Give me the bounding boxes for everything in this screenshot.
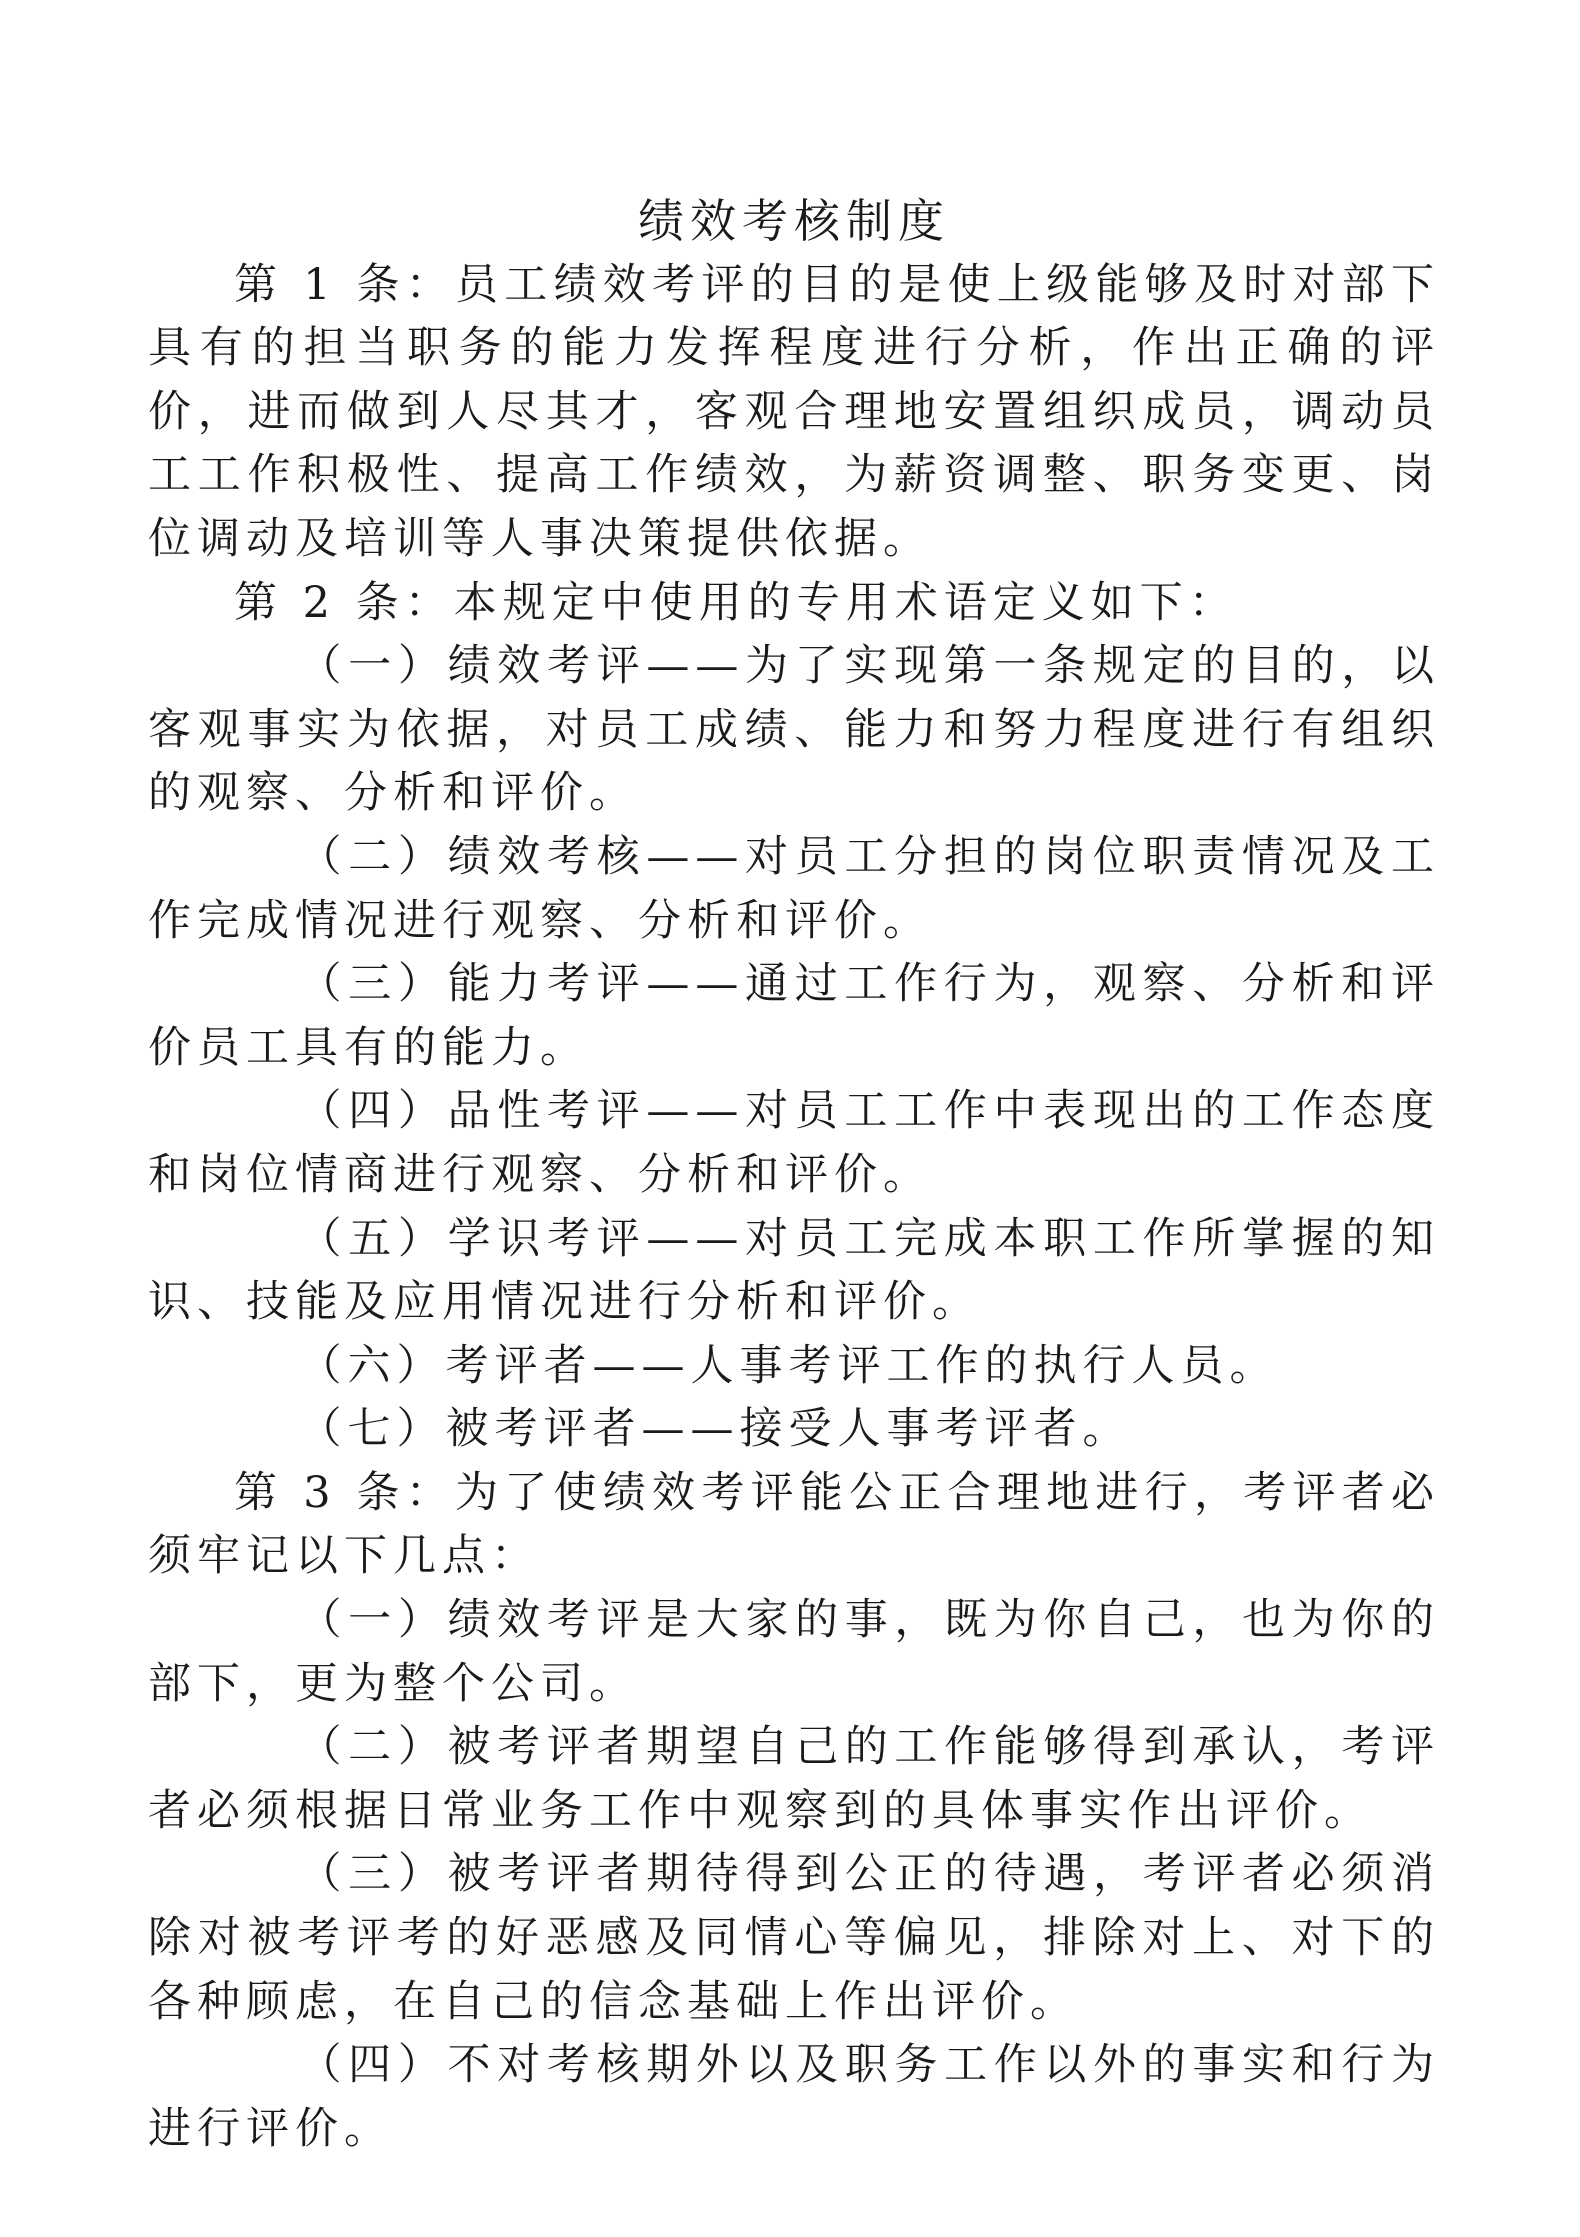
principle-item-2: （二）被考评者期望自己的工作能够得到承认，考评者必须根据日常业务工作中观察到的具体事实作出评价。 (148, 1722, 1440, 1836)
definition-item-2: （二）绩效考核——对员工分担的岗位职责情况及工作完成情况进行观察、分析和评价。 (148, 831, 1440, 946)
definition-item-4: （四）品性考评——对员工工作中表现出的工作态度和岗位情商进行观察、分析和评价。 (148, 1086, 1440, 1200)
principle-item-3: （三）被考评者期待得到公正的待遇，考评者必须消除对被考评考的好恶感及同情心等偏见，排除对上、对下的各种顾虑，在自己的信念基础上作出评价。 (148, 1849, 1440, 2027)
definition-item-3: （三）能力考评——通过工作行为，观察、分析和评价员工具有的能力。 (148, 959, 1440, 1073)
principle-item-1: （一）绩效考评是大家的事，既为你自己，也为你的部下，更为整个公司。 (148, 1595, 1440, 1709)
article-1-paragraph: 第 1 条：员工绩效考评的目的是使上级能够及时对部下具有的担当职务的能力发挥程度进行分析，作出正确的评价，进而做到人尽其才，客观合理地安置组织成员，调动员工工作积极性、提高工作绩效，为薪资调整、职务变更、岗位调动及培训等人事决策提供依据。 (148, 259, 1440, 564)
article-2-paragraph: 第 2 条：本规定中使用的专用术语定义如下： (234, 577, 1238, 628)
article-3-paragraph: 第 3 条：为了使绩效考评能公正合理地进行，考评者必须牢记以下几点： (148, 1467, 1440, 1582)
definition-item-1: （一）绩效考评——为了实现第一条规定的目的，以客观事实为依据，对员工成绩、能力和努力程度进行有组织的观察、分析和评价。 (148, 641, 1440, 819)
document-title: 绩效考核制度 (638, 194, 950, 248)
definition-item-6: （六）考评者——人事考评工作的执行人员。 (298, 1340, 1279, 1391)
definition-item-5: （五）学识考评——对员工完成本职工作所掌握的知识、技能及应用情况进行分析和评价。 (148, 1213, 1440, 1328)
document-body (148, 190, 1440, 2161)
definition-item-7: （七）被考评者——接受人事考评者。 (298, 1404, 1132, 1455)
principle-item-4: （四）不对考核期外以及职务工作以外的事实和行为进行评价。 (148, 2040, 1440, 2154)
